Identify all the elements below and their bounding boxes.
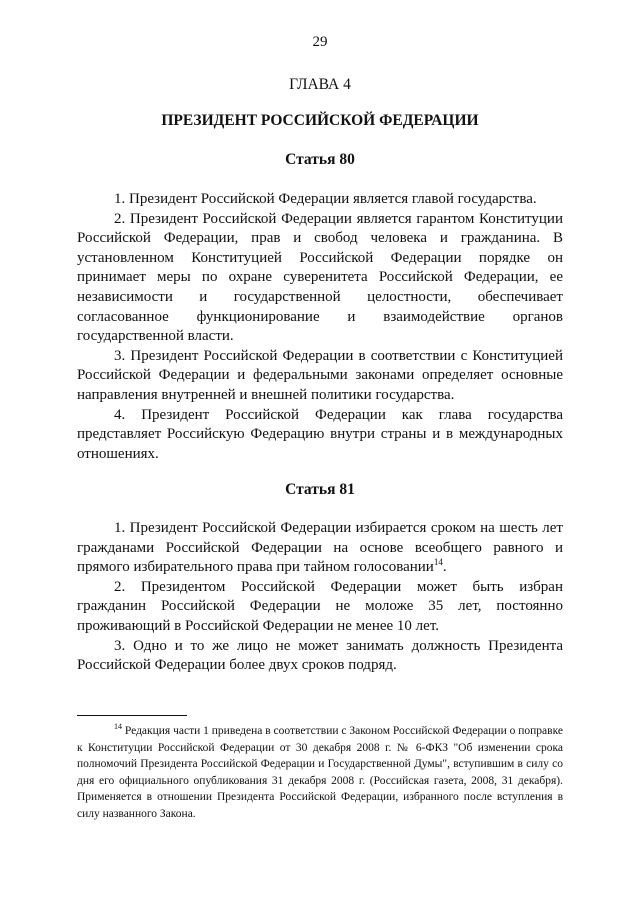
article-80-paragraph-3: 3. Президент Российской Федерации в соответствии с Конституцией Российской Федерации и федеральными законами определяет основные направления внутренней и внешней политики государства.: [77, 347, 563, 403]
chapter-heading: ГЛАВА 4: [289, 76, 351, 93]
article-80-heading: Статья 80: [285, 151, 355, 168]
footnote-divider: [77, 715, 187, 716]
article-81-heading: Статья 81: [285, 481, 355, 498]
footnote-text: Редакция части 1 приведена в соответствии с Законом Российской Федерации о поправке к Конституции Российской Федерации от 30 декабря 2008 г. № 6-ФКЗ "Об изменении срока полномочий Президента Российской Федерации и Государственной Думы", вступившим в силу со дня его официального опубликования 31 декабря 2008 г. (Российская газета, 2008, 31 декабря). Применяется в отношении Президента Российской Федерации, избранного после вступления в силу названного Закона.: [77, 725, 563, 820]
footnote-reference[interactable]: 14: [433, 557, 443, 568]
footnote: [77, 723, 563, 822]
article-81-paragraph-1-text: 1. Президент Российской Федерации избирается сроком на шесть лет гражданами Российской Федерации на основе всеобщего равного и прямого избирательного права при тайном голосовании: [77, 520, 563, 576]
footnote-mark: 14: [114, 722, 122, 732]
article-81-body: [77, 519, 563, 676]
chapter-title: ПРЕЗИДЕНТ РОССИЙСКОЙ ФЕДЕРАЦИИ: [161, 112, 479, 129]
page-number: 29: [312, 34, 328, 50]
article-81-paragraph-1: [77, 519, 563, 578]
footnote-paragraph: [77, 723, 563, 822]
article-80-paragraph-4: 4. Президент Российской Федерации как глава государства представляет Российскую Федерацию внутри страны и в международных отношениях.: [77, 406, 563, 462]
article-80-body: [77, 190, 563, 464]
article-81-paragraph-1-end: .: [442, 559, 447, 576]
article-80-paragraph-1: 1. Президент Российской Федерации является главой государства.: [114, 191, 537, 207]
article-81-paragraph-3: 3. Одно и то же лицо не может занимать должность Президента Российской Федерации более двух сроков подряд.: [77, 637, 563, 674]
article-80-paragraph-2: 2. Президент Российской Федерации является гарантом Конституции Российской Федерации, прав и свобод человека и гражданина. В установленном Конституцией Российской Федерации порядке он принимает меры по охране суверенитета Российской Федерации, ее независимости и государственной целостности, обеспечивает согласованное функционирование и взаимодействие органов государственной власти.: [77, 210, 563, 345]
article-81-paragraph-2: 2. Президентом Российской Федерации может быть избран гражданин Российской Федерации не моложе 35 лет, постоянно проживающий в Российской Федерации не менее 10 лет.: [77, 578, 563, 634]
